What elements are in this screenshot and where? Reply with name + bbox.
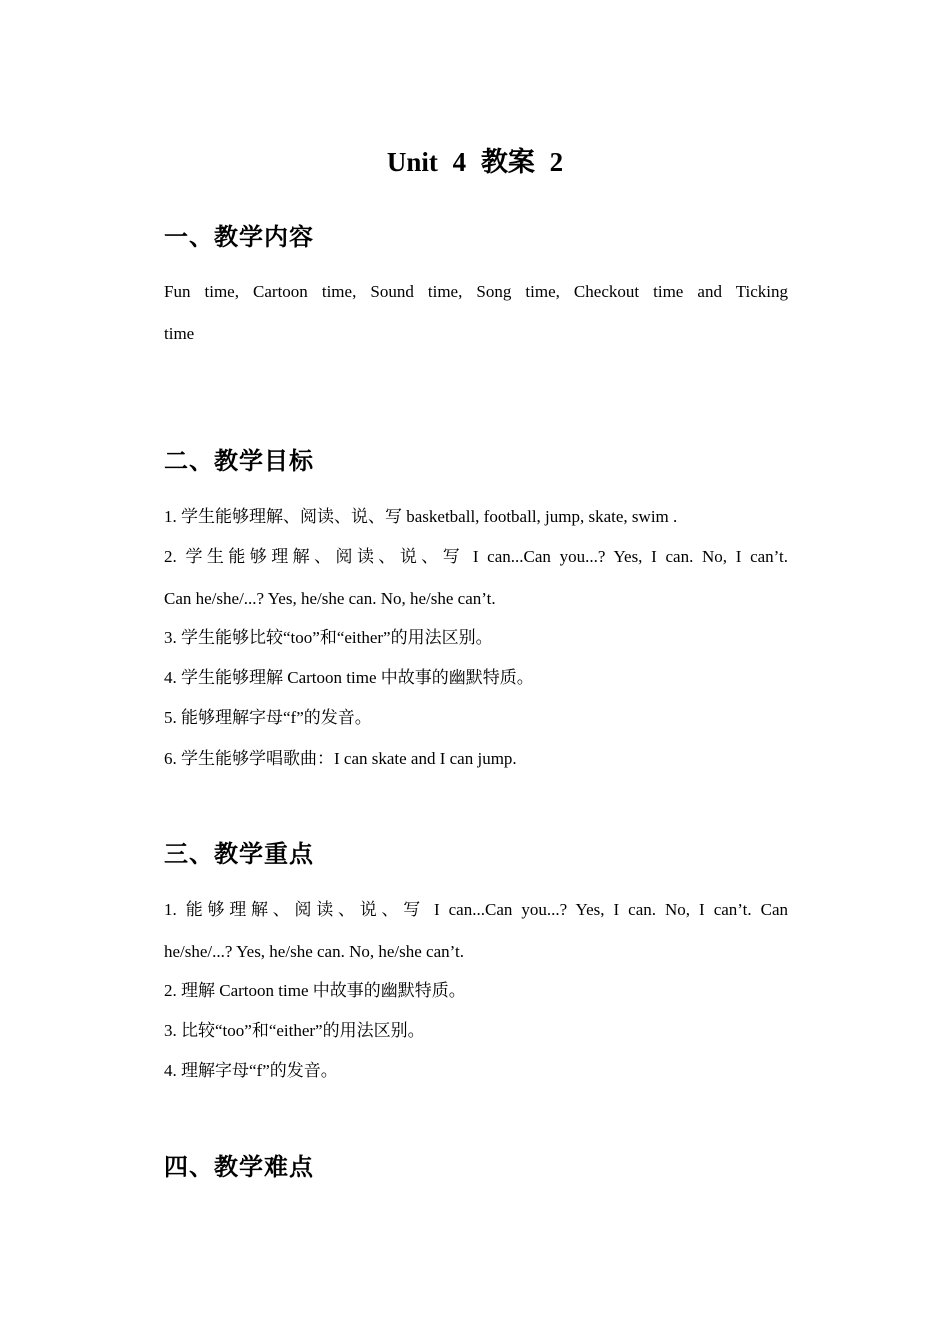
document-title: Unit 4 教案 2 bbox=[386, 147, 564, 177]
key-point-item: 3. 比较“too”和“either”的用法区别。 bbox=[164, 1021, 425, 1040]
objective-item: 6. 学生能够学唱歌曲：I can skate and I can jump. bbox=[164, 749, 517, 768]
section-heading-difficulties: 四、教学难点 bbox=[164, 1153, 314, 1181]
key-point-item: 1. 能够理解、阅读、说、写 I can...Can you...? Yes, I can. No, I can’t. Can bbox=[164, 900, 788, 919]
objective-item: 1. 学生能够理解、阅读、说、写 basketball, football, jump, skate, swim . bbox=[164, 507, 678, 526]
content-line: Fun time, Cartoon time, Sound time, Song time, Checkout time and Ticking bbox=[164, 282, 788, 301]
section-heading-content: 一、教学内容 bbox=[164, 223, 314, 251]
key-point-item-continuation: he/she/...? Yes, he/she can. No, he/she can’t. bbox=[164, 942, 464, 961]
key-point-item: 4. 理解字母“f”的发音。 bbox=[164, 1061, 338, 1080]
content-line: time bbox=[164, 324, 195, 343]
objective-item: 2. 学生能够理解、阅读、说、写 I can...Can you...? Yes, I can. No, I can’t. bbox=[164, 547, 788, 566]
section-heading-key-points: 三、教学重点 bbox=[164, 840, 314, 868]
objective-item: 3. 学生能够比较“too”和“either”的用法区别。 bbox=[164, 628, 493, 647]
key-point-item: 2. 理解 Cartoon time 中故事的幽默特质。 bbox=[164, 981, 466, 1000]
section-heading-objectives: 二、教学目标 bbox=[164, 447, 314, 475]
objective-item: 4. 学生能够理解 Cartoon time 中故事的幽默特质。 bbox=[164, 668, 534, 687]
objective-item: 5. 能够理解字母“f”的发音。 bbox=[164, 708, 372, 727]
objective-item-continuation: Can he/she/...? Yes, he/she can. No, he/she can’t. bbox=[164, 589, 496, 608]
